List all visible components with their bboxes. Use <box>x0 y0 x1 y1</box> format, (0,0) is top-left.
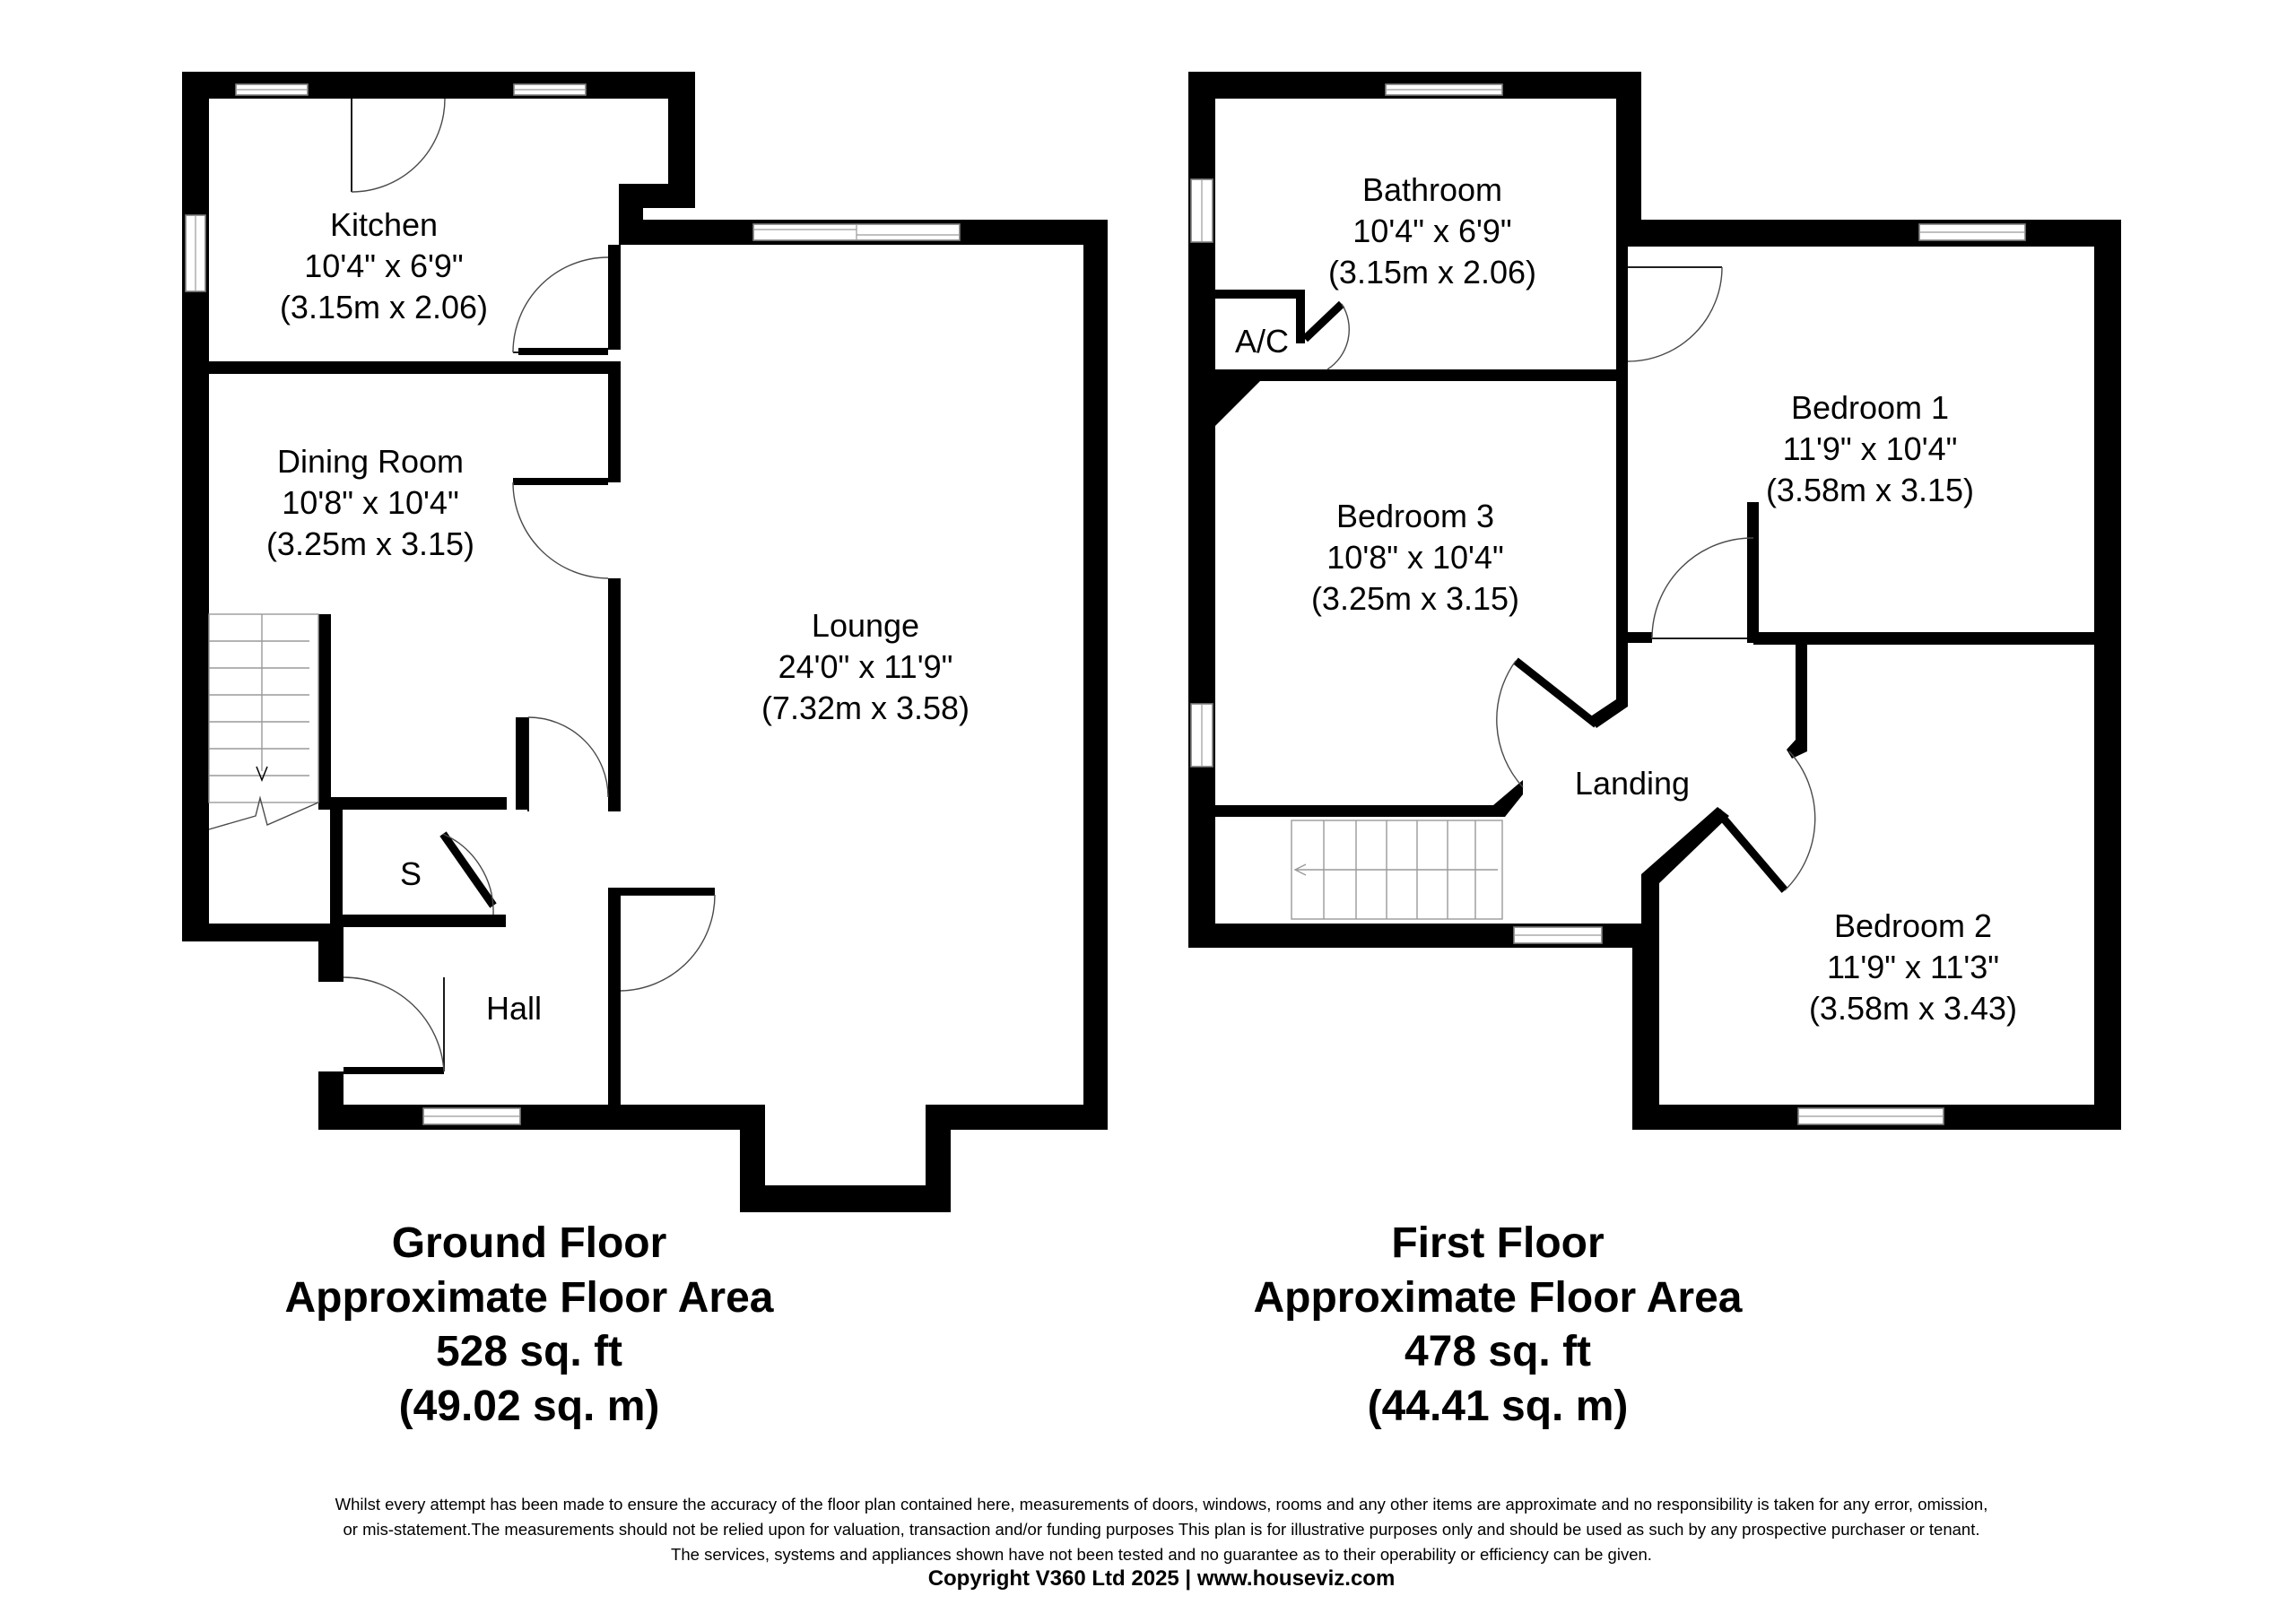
wall <box>1787 740 1807 759</box>
wall <box>1616 632 1652 643</box>
floor-area-sqft: 528 sq. ft <box>435 1328 623 1375</box>
room-label-dining-room <box>266 443 474 562</box>
room-name: Bedroom 2 <box>1833 907 1993 944</box>
room-dimensions-metric: (3.58m x 3.15) <box>1765 472 1975 508</box>
wall <box>1493 780 1523 817</box>
room-label-landing: Landing <box>1574 765 1691 802</box>
room-label-kitchen <box>280 206 488 325</box>
wall <box>330 797 343 927</box>
wall <box>1083 220 1108 1130</box>
floor-area-sqm: (44.41 sq. m) <box>1367 1383 1629 1430</box>
wall <box>740 1185 951 1212</box>
wall <box>1616 220 2121 247</box>
door <box>352 99 445 192</box>
door <box>1305 304 1349 369</box>
wall <box>608 578 621 811</box>
wall <box>1215 805 1498 817</box>
wall <box>493 915 506 927</box>
room-name: Kitchen <box>329 206 439 243</box>
door <box>443 834 493 915</box>
room-dimensions-metric: (3.25m x 3.15) <box>265 525 475 562</box>
disclaimer <box>144 1492 2179 1567</box>
room-name: Bedroom 1 <box>1790 389 1950 426</box>
room-label-airing-cupboard: A/C <box>1234 323 1290 360</box>
floor-area-label: Approximate Floor Area <box>284 1274 774 1322</box>
staircase <box>1292 820 1502 919</box>
wall <box>513 478 608 485</box>
room-dimensions-metric: (3.15m x 2.06) <box>279 289 489 325</box>
wall <box>1215 369 1628 381</box>
room-dimensions-metric: (3.58m x 3.43) <box>1808 990 2018 1027</box>
wall <box>318 1105 765 1130</box>
door <box>344 977 444 1071</box>
room-dimensions-imperial: 10'4" x 6'9" <box>1352 213 1512 249</box>
door <box>1718 751 1815 890</box>
disclaimer-line: or mis-statement.The measurements should not be relied upon for valuation, transaction and/or funding purposes This plan is for illustrative purposes only and should be used as such by any prospective purchaser or tenant. <box>343 1520 1980 1539</box>
room-name: Bathroom <box>1361 171 1503 208</box>
floor-title: First Floor <box>1391 1219 1605 1267</box>
room-dimensions-imperial: 10'4" x 6'9" <box>304 247 464 284</box>
room-dimensions-imperial: 10'8" x 10'4" <box>282 484 459 521</box>
wall <box>2094 220 2121 1130</box>
wall <box>318 1071 344 1130</box>
wall <box>344 1067 444 1074</box>
room-dimensions-imperial: 11'9" x 10'4" <box>1782 430 1958 467</box>
wall <box>518 348 608 355</box>
wall <box>330 915 506 927</box>
wall <box>1632 924 1659 1130</box>
door <box>513 257 608 352</box>
wall <box>608 245 621 350</box>
door <box>621 895 715 991</box>
room-name: Bedroom 3 <box>1335 498 1495 534</box>
door <box>1652 538 1753 638</box>
wall <box>516 717 528 810</box>
wall <box>608 361 621 482</box>
disclaimer-line: The services, systems and appliances shown have not been tested and no guarantee as to their operability or efficiency can be given. <box>671 1545 1652 1564</box>
room-label-hall: Hall <box>485 990 543 1027</box>
floor-title: Ground Floor <box>391 1219 667 1267</box>
room-label-lounge <box>761 607 970 726</box>
wall <box>318 797 507 810</box>
room-dimensions-metric: (3.15m x 2.06) <box>1327 254 1537 291</box>
wall <box>1796 643 1807 743</box>
room-dimensions-imperial: 11'9" x 11'3" <box>1826 949 2000 985</box>
wall <box>608 888 621 1105</box>
room-label-bedroom-2 <box>1809 907 2017 1027</box>
floor-area-label: Approximate Floor Area <box>1253 1274 1743 1322</box>
door <box>513 482 608 578</box>
wall <box>318 614 331 810</box>
room-label-bedroom-1 <box>1766 389 1974 508</box>
wall <box>1641 807 1729 925</box>
wall <box>182 924 344 941</box>
room-name: Dining Room <box>276 443 465 480</box>
wall <box>1215 290 1305 299</box>
wall <box>1215 381 1260 426</box>
wall <box>209 361 620 374</box>
wall <box>1616 354 1628 699</box>
wall <box>1616 245 1628 354</box>
ground-floor-plan <box>182 72 1108 1212</box>
wall <box>1753 632 2094 645</box>
room-dimensions-imperial: 24'0" x 11'9" <box>778 648 953 685</box>
room-label-bathroom <box>1328 171 1536 291</box>
ground-floor-caption <box>285 1219 774 1430</box>
room-dimensions-metric: (3.25m x 3.15) <box>1310 580 1520 617</box>
staircase <box>209 614 318 829</box>
floor-area-sqft: 478 sq. ft <box>1404 1328 1592 1375</box>
room-dimensions-metric: (7.32m x 3.58) <box>761 690 970 726</box>
room-dimensions-imperial: 10'8" x 10'4" <box>1326 539 1504 576</box>
wall <box>182 72 209 941</box>
room-label-bedroom-3 <box>1311 498 1519 617</box>
door <box>1628 267 1722 361</box>
room-label-store: S <box>399 855 422 892</box>
wall <box>951 1105 1108 1130</box>
disclaimer-line: Whilst every attempt has been made to ensure the accuracy of the floor plan contained here, measurements of doors, windows, rooms and any other items are approximate and no responsibility is taken for any error, omission, <box>335 1495 1988 1514</box>
door <box>528 717 608 811</box>
wall <box>621 888 715 895</box>
floor-area-sqm: (49.02 sq. m) <box>398 1383 660 1430</box>
room-name: Lounge <box>811 607 920 644</box>
copyright: Copyright V360 Ltd 2025 | www.houseviz.com <box>927 1566 1396 1591</box>
first-floor-caption <box>1254 1219 1743 1430</box>
wall <box>318 973 344 982</box>
